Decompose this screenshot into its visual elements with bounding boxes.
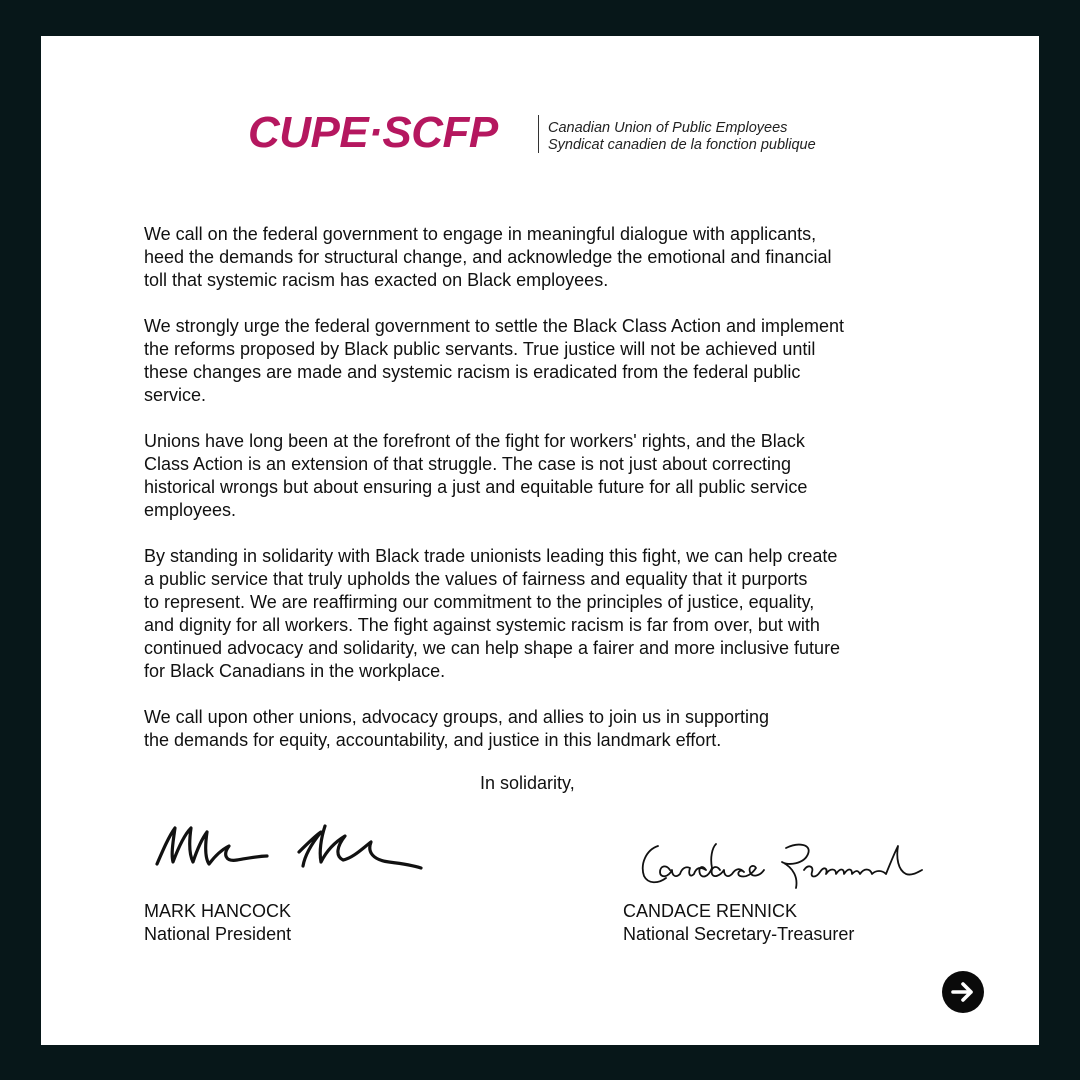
paragraph-2: We strongly urge the federal government to settle the Black Class Action and implement the reforms proposed by Black public servants. True justice will not be achieved until these changes are made and systemic racism is eradicated from the federal public service.	[144, 316, 845, 405]
paragraph-4: By standing in solidarity with Black trade unionists leading this fight, we can help create a public service that truly upholds the values of fairness and equality that it purports to represent. We are reaffirming our commitment to the principles of justice, equality, and dignity for all workers. The fight against systemic racism is far from over, but with continued advocacy and solidarity, we can help shape a fairer and more inclusive future for Black Canadians in the workplace.	[144, 546, 841, 681]
signer-title: National Secretary-Treasurer	[623, 924, 855, 944]
letter-body	[144, 223, 944, 775]
signer-mark-hancock	[144, 900, 291, 946]
signature-candace-rennick	[636, 834, 926, 894]
logo-tagline	[548, 120, 816, 154]
logo-wordmark: CUPE·SCFP	[248, 108, 498, 157]
logo-line-en: Canadian Union of Public Employees	[548, 120, 788, 136]
logo-line-fr: Syndicat canadien de la fonction publique	[548, 137, 816, 153]
logo-divider	[538, 115, 539, 153]
signer-name: CANDACE RENNICK	[623, 901, 798, 921]
letter-page	[41, 36, 1039, 1045]
cupe-scfp-logo	[248, 108, 828, 158]
arrow-right-icon	[942, 971, 984, 1013]
paragraph-1: We call on the federal government to engage in meaningful dialogue with applicants, heed the demands for structural change, and acknowledge the emotional and financial toll that systemic racism has exacted on Black employees.	[144, 224, 832, 290]
paragraph-5: We call upon other unions, advocacy groups, and allies to join us in supporting the demands for equity, accountability, and justice in this landmark effort.	[144, 707, 770, 750]
signer-candace-rennick	[623, 900, 854, 946]
next-slide-button[interactable]	[942, 971, 984, 1013]
signer-name: MARK HANCOCK	[144, 901, 292, 921]
paragraph-3: Unions have long been at the forefront of the fight for workers' rights, and the Black Class Action is an extension of that struggle. The case is not just about correcting historical wrongs but about ensuring a just and equitable future for all public service employees.	[144, 431, 808, 520]
signature-mark-hancock	[149, 806, 429, 886]
closing-line: In solidarity,	[480, 773, 575, 793]
signer-title: National President	[144, 924, 292, 944]
